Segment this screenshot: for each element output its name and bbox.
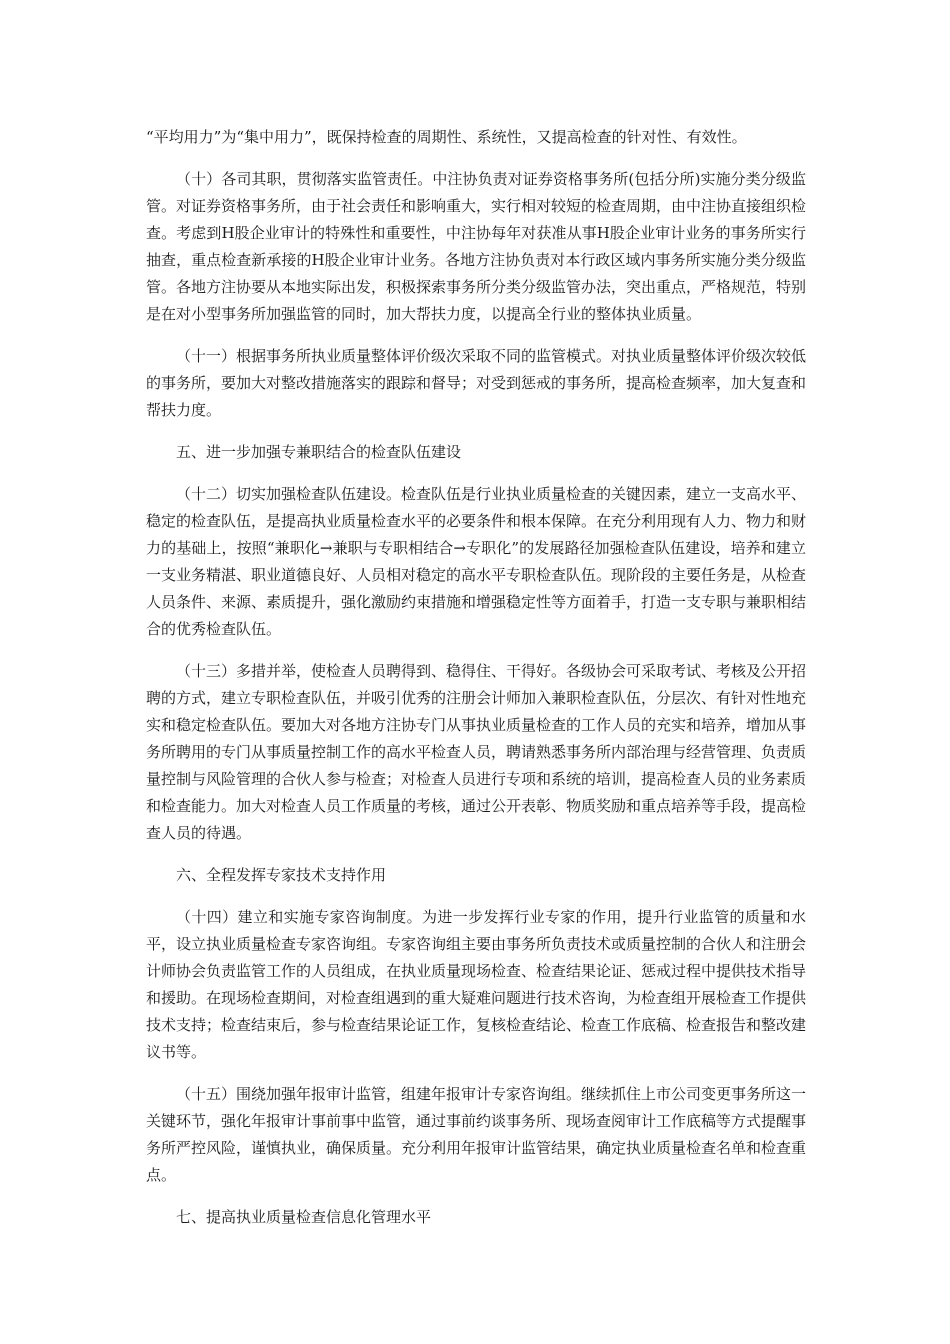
paragraph-item-10: （十）各司其职，贯彻落实监管责任。中注协负责对证券资格事务所(包括分所)实施分类分级监管。对证券资格事务所，由于社会责任和影响重大，实行相对较短的检查周期，由中注协直接组织检查。考虑到H股企业审计的特殊性和重要性，中注协每年对获准从事H股企业审计业务的事务所实行抽查，重点检查新承接的H股企业审计业务。各地方注协负责对本行政区域内事务所实施分类分级监管。各地方注协要从本地实际出发，积极探索事务所分类分级监管办法，突出重点，严格规范，特别是在对小型事务所加强监管的同时，加大帮扶力度，以提高全行业的整体执业质量。 (146, 170, 807, 323)
paragraph-item-15: （十五）围绕加强年报审计监管，组建年报审计专家咨询组。继续抓住上市公司变更事务所这一关键环节，强化年报审计事前事中监管，通过事前约谈事务所、现场查阅审计工作底稿等方式提醒事务所严控风险，谨慎执业，确保质量。充分利用年报审计监管结果，确定执业质量检查名单和检查重点。 (146, 1085, 807, 1184)
document-body (146, 124, 806, 1246)
paragraph-item-14: （十四）建立和实施专家咨询制度。为进一步发挥行业专家的作用，提升行业监管的质量和水平，设立执业质量检查专家咨询组。专家咨询组主要由事务所负责技术或质量控制的合伙人和注册会计师协会负责监管工作的人员组成，在执业质量现场检查、检查结果论证、惩戒过程中提供技术指导和援助。在现场检查期间，对检查组遇到的重大疑难问题进行技术咨询，为检查组开展检查工作提供技术支持；检查结束后，参与检查结果论证工作，复核检查结论、检查工作底稿、检查报告和整改建议书等。 (146, 908, 807, 1061)
section-heading-5: 五、进一步加强专兼职结合的检查队伍建设 (176, 443, 462, 461)
paragraph-item-11: （十一）根据事务所执业质量整体评价级次采取不同的监管模式。对执业质量整体评价级次较低的事务所，要加大对整改措施落实的跟踪和督导；对受到惩戒的事务所，提高检查频率，加大复查和帮扶力度。 (146, 347, 807, 419)
section-heading-6: 六、全程发挥专家技术支持作用 (176, 866, 387, 884)
paragraph-continuation: “平均用力”为“集中用力”，既保持检查的周期性、系统性，又提高检查的针对性、有效性。 (146, 128, 747, 146)
paragraph-item-12: （十二）切实加强检查队伍建设。检查队伍是行业执业质量检查的关键因素，建立一支高水平、稳定的检查队伍，是提高执业质量检查水平的必要条件和根本保障。在充分利用现有人力、物力和财力的基础上，按照“兼职化→兼职与专职相结合→专职化”的发展路径加强检查队伍建设，培养和建立一支业务精湛、职业道德良好、人员相对稳定的高水平专职检查队伍。现阶段的主要任务是，从检查人员条件、来源、素质提升，强化激励约束措施和增强稳定性等方面着手，打造一支专职与兼职相结合的优秀检查队伍。 (146, 485, 807, 638)
section-heading-7: 七、提高执业质量检查信息化管理水平 (176, 1208, 432, 1226)
paragraph-item-13: （十三）多措并举，使检查人员聘得到、稳得住、干得好。各级协会可采取考试、考核及公开招聘的方式，建立专职检查队伍，并吸引优秀的注册会计师加入兼职检查队伍，分层次、有针对性地充实和稳定检查队伍。要加大对各地方注协专门从事执业质量检查的工作人员的充实和培养，增加从事务所聘用的专门从事质量控制工作的高水平检查人员，聘请熟悉事务所内部治理与经营管理、负责质量控制与风险管理的合伙人参与检查；对检查人员进行专项和系统的培训，提高检查人员的业务素质和检查能力。加大对检查人员工作质量的考核，通过公开表彰、物质奖励和重点培养等手段，提高检查人员的待遇。 (146, 662, 807, 842)
